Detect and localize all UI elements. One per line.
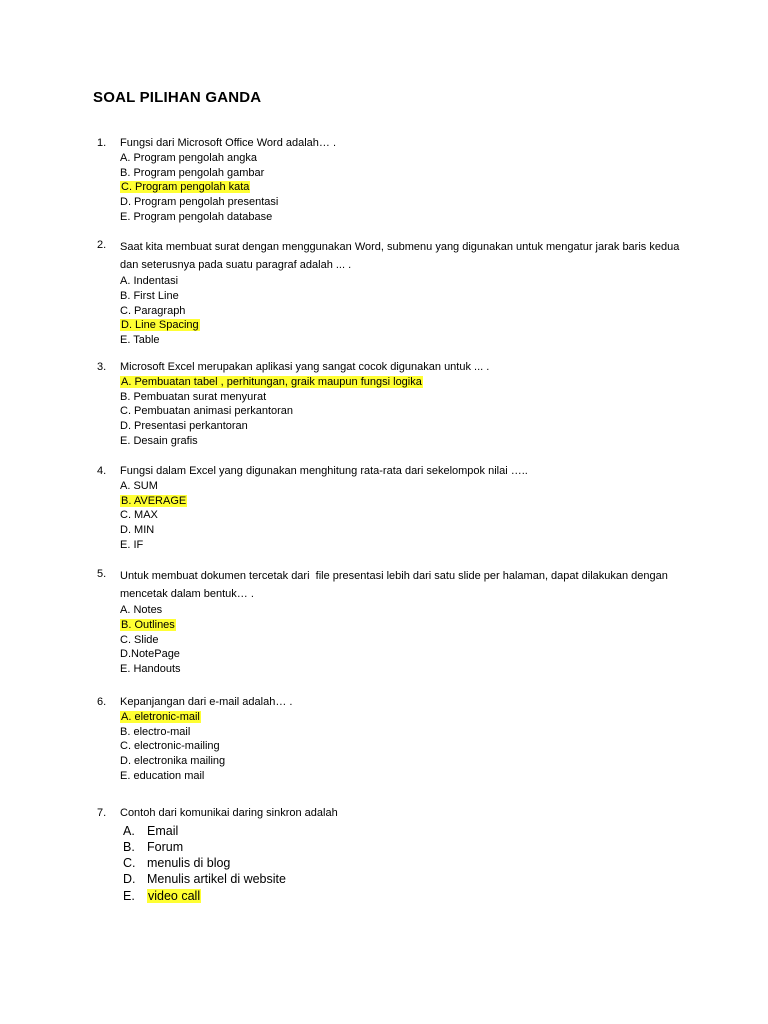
question-7 [97, 806, 697, 904]
option-c: C. menulis di blog [123, 856, 231, 871]
question-number: 5. [97, 568, 107, 580]
option-e: E. Desain grafis [120, 434, 198, 447]
document-title: SOAL PILIHAN GANDA [93, 89, 262, 106]
question-stem: Saat kita membuat surat dengan menggunakan Word, submenu yang digunakan untuk mengatur jarak baris kedua dan seterusnya pada suatu paragraf adalah ... . [120, 241, 683, 271]
question-number: 1. [97, 137, 107, 149]
option-b: B. Forum [123, 840, 184, 854]
option-d: D. Menulis artikel di website [123, 872, 286, 887]
question-1 [97, 136, 697, 225]
option-d: D. MIN [120, 524, 155, 537]
question-number: 4. [97, 465, 107, 477]
option-c: C. Slide [120, 633, 159, 646]
option-c: C. electronic-mailing [120, 740, 220, 753]
option-b: B. Pembuatan surat menyurat [120, 390, 267, 403]
option-a-answer: A. eletronic-mail [121, 710, 200, 723]
question-6 [97, 695, 697, 784]
question-stem: Microsoft Excel merupakan aplikasi yang sangat cocok digunakan untuk ... . [120, 361, 490, 373]
option-a-answer: A. Pembuatan tabel , perhitungan, graik maupun fungsi logika [121, 375, 422, 388]
option-a: A. Indentasi [120, 275, 179, 287]
question-5 [97, 567, 697, 677]
option-d-answer: D. Line Spacing [121, 319, 199, 332]
option-b: B. First Line [120, 289, 179, 302]
option-e: E. IF [120, 538, 144, 551]
option-c: C. Paragraph [120, 304, 186, 317]
option-d: D. Program pengolah presentasi [120, 196, 279, 209]
question-stem: Contoh dari komunikai daring sinkron adalah [120, 807, 338, 819]
question-4 [97, 464, 697, 553]
option-a: A. Notes [120, 604, 163, 616]
question-number: 7. [97, 807, 107, 819]
option-b: B. electro-mail [120, 725, 191, 738]
question-stem: Fungsi dari Microsoft Office Word adalah… . [120, 137, 337, 149]
option-list [123, 823, 697, 904]
option-c: C. Pembuatan animasi perkantoran [120, 405, 294, 418]
question-number: 3. [97, 361, 107, 373]
option-c-answer: C. Program pengolah kata [121, 181, 250, 194]
option-a: A. Email [123, 823, 179, 838]
option-d: D. electronika mailing [120, 755, 226, 768]
option-d: D.NotePage [120, 648, 180, 661]
option-e-answer: E. video call [123, 888, 201, 903]
option-b: B. Program pengolah gambar [120, 166, 265, 179]
option-a: A. SUM [120, 479, 158, 492]
option-b-answer: B. Outlines [121, 618, 175, 631]
option-e: E. Program pengolah database [120, 210, 273, 223]
option-a: A. Program pengolah angka [120, 151, 257, 164]
question-2 [97, 238, 697, 348]
option-d: D. Presentasi perkantoran [120, 420, 248, 433]
question-stem: Fungsi dalam Excel yang digunakan menghitung rata-rata dari sekelompok nilai ….. [120, 465, 528, 477]
question-number: 6. [97, 696, 107, 708]
option-e: E. Table [120, 334, 160, 347]
option-c: C. MAX [120, 509, 158, 522]
option-e: E. education mail [120, 769, 205, 782]
question-number: 2. [97, 239, 107, 251]
question-3 [97, 360, 697, 449]
option-b-answer: B. AVERAGE [121, 494, 187, 507]
question-stem: Untuk membuat dokumen tercetak dari file presentasi lebih dari satu slide per halaman, dapat dilakukan dengan mencetak dalam bentuk… . [120, 570, 671, 600]
option-e: E. Handouts [120, 663, 181, 676]
question-stem: Kepanjangan dari e-mail adalah… . [120, 696, 293, 708]
